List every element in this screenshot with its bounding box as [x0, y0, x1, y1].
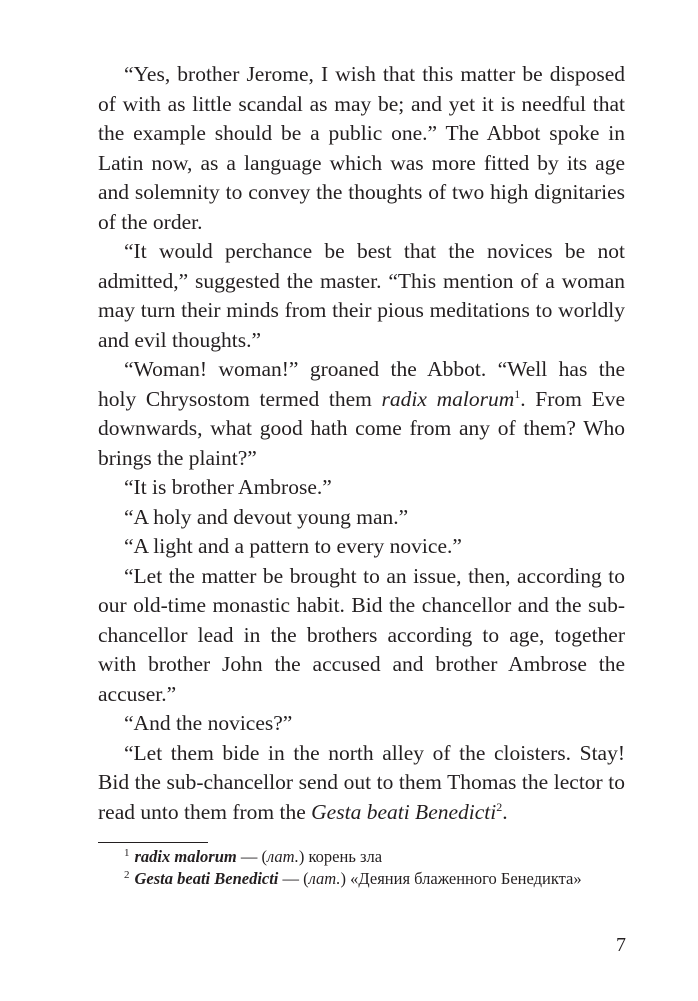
- paragraph: “It would perchance be best that the novices be not admitted,” suggested the master. “This mention of a woman may turn their minds from their pious meditations to worldly and evil thoughts.”: [98, 239, 625, 352]
- footnote-lang: лат.: [308, 869, 341, 888]
- latin-term: Gesta beati Benedicti: [311, 799, 497, 824]
- footnote-lang: лат.: [266, 847, 299, 866]
- text-run: .: [502, 799, 508, 824]
- footnote-term: Gesta beati Benedicti: [134, 869, 279, 888]
- paragraph: “A light and a pattern to every novice.”: [124, 534, 462, 558]
- footnote-number: 1: [124, 846, 130, 859]
- footnote-number: 2: [124, 868, 130, 881]
- text-run: “Let them bide in the north alley of the cloisters. Stay! Bid the sub-chancellor send out to them Thomas the lector to read unto them from the: [98, 740, 625, 824]
- paragraph: [98, 739, 625, 828]
- paragraph: “A holy and devout young man.”: [124, 504, 409, 529]
- footnote: [98, 846, 625, 868]
- paragraph: “It is brother Ambrose.”: [124, 475, 332, 499]
- footnotes: [98, 846, 625, 890]
- footnote-ref: 2: [496, 799, 503, 814]
- footnote-close: ): [340, 869, 351, 888]
- footnote-dash: — (: [236, 847, 267, 866]
- footnote-text: корень зла: [308, 847, 383, 866]
- footnote-divider: [98, 842, 208, 843]
- paragraph: “And the novices?”: [124, 711, 293, 735]
- paragraph: [98, 355, 625, 473]
- text-run: “Woman! woman!” groaned the Abbot. “Well has the holy Chrysostom termed them: [98, 357, 625, 411]
- footnote-close: ): [298, 847, 309, 866]
- paragraph: “Yes, brother Jerome, I wish that this matter be disposed of with as little scandal as may be; and yet it is needful that the example should be a public one.” The Abbot spoke in Latin now, as a language which was more fitted by its age and solemnity to convey the thoughts of two high dignitaries of the order.: [98, 62, 625, 234]
- text-run: . From Eve downwards, what good hath come from any of them? Who brings the plaint?”: [98, 386, 625, 470]
- page-number: 7: [616, 934, 626, 956]
- footnote-text: «Деяния блаженного Бенедикта»: [350, 869, 582, 888]
- footnote-dash: — (: [278, 869, 309, 888]
- footnote-term: radix malorum: [134, 847, 237, 866]
- footnote-ref: 1: [514, 386, 521, 401]
- paragraph: “Let the matter be brought to an issue, then, according to our old-time monastic habit. Bid the chancellor and the sub-chancellor lead in the brothers according to age, together with brother John the accused and brother Ambrose the accuser.”: [98, 563, 625, 706]
- latin-term: radix malorum: [381, 386, 515, 411]
- body-text: [98, 60, 625, 827]
- footnote: [98, 868, 625, 890]
